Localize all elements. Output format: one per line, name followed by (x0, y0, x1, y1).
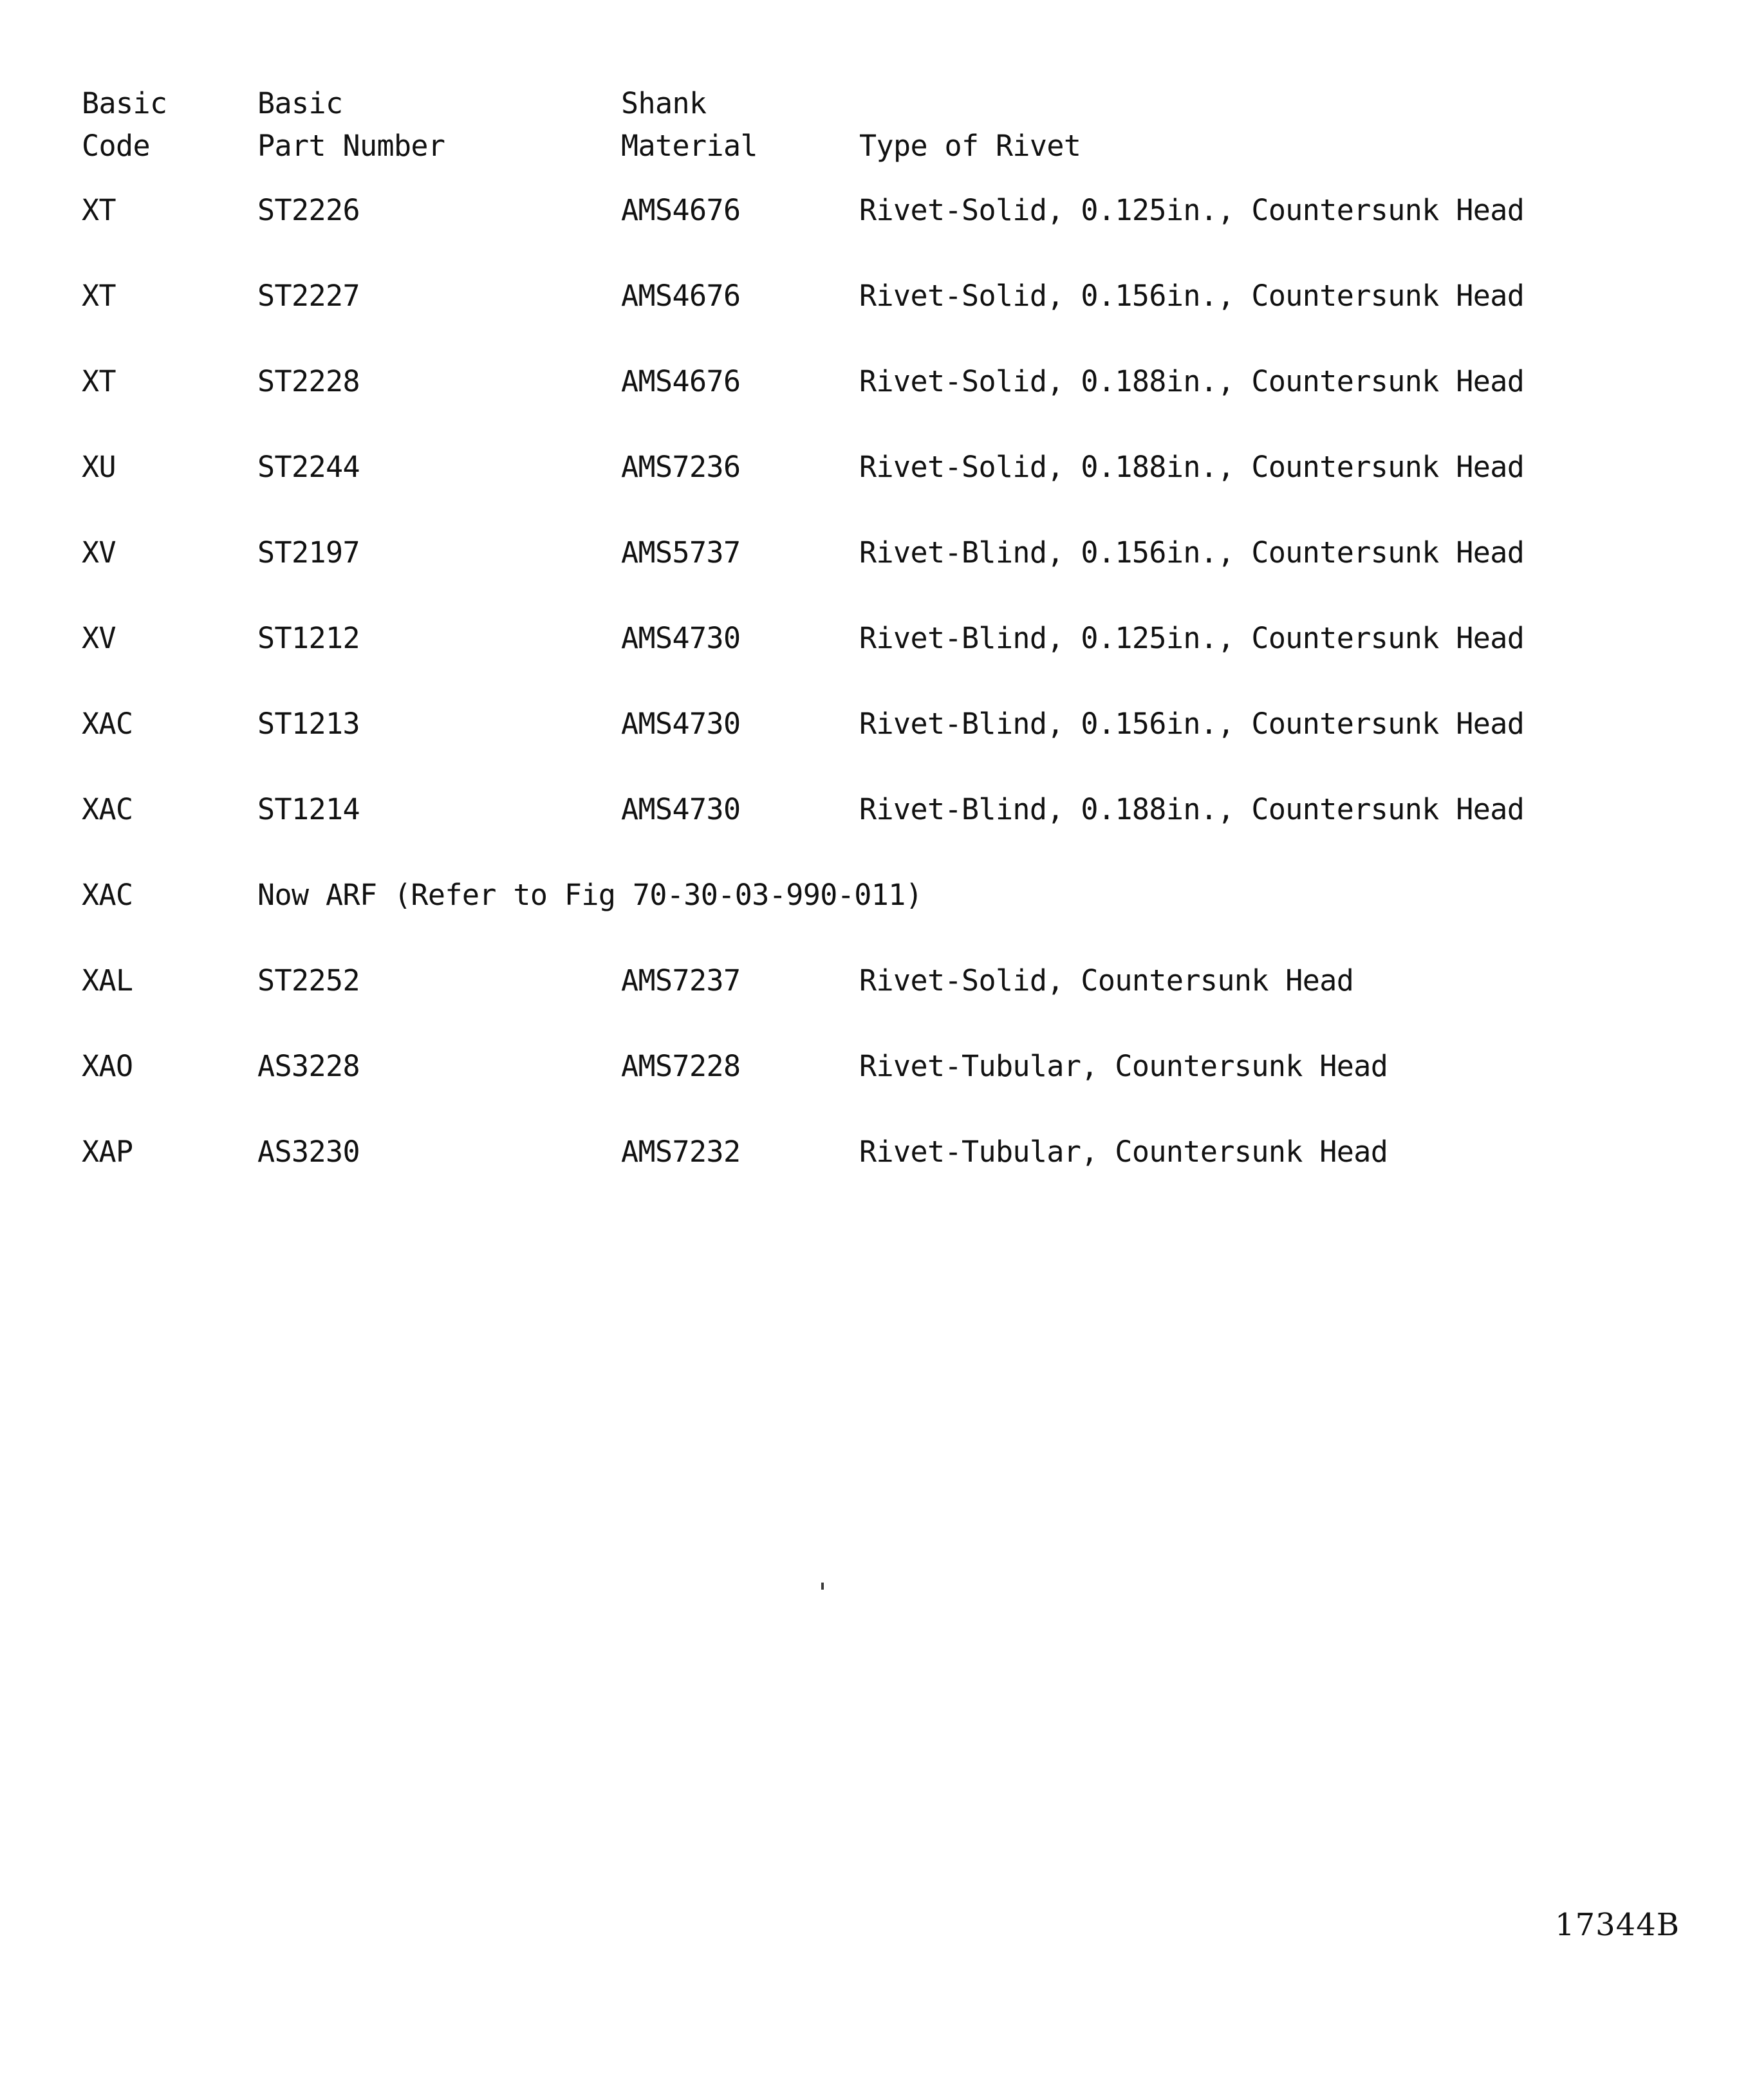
cell-basic-part-number: ST2227 (257, 279, 360, 313)
cell-basic-code: XV (82, 535, 116, 570)
cell-type-of-rivet: Rivet-Solid, 0.125in., Countersunk Head (859, 193, 1525, 227)
cell-shank-material: AMS4676 (621, 364, 741, 398)
cell-basic-code: XAC (82, 792, 133, 826)
column-header-type-of-rivet-line1 (859, 82, 1524, 125)
cell-basic-part-number: ST2244 (257, 450, 360, 484)
cell-type-of-rivet: Rivet-Solid, 0.156in., Countersunk Head (859, 279, 1525, 313)
table-row (82, 1131, 1524, 1216)
cell-shank-material: AMS4730 (621, 792, 741, 826)
cell-shank-material: AMS4730 (621, 707, 741, 741)
cell-basic-part-number: ST2226 (257, 193, 360, 227)
rivet-reference-table (82, 82, 1524, 1216)
column-header-shank-material-line2: Material (621, 129, 758, 163)
table-row (82, 360, 1524, 446)
table-row (82, 532, 1524, 617)
table-row (82, 189, 1524, 275)
table-header (82, 82, 1524, 189)
cell-type-of-rivet: Rivet-Blind, 0.125in., Countersunk Head (859, 621, 1525, 655)
table-row (82, 446, 1524, 532)
figure-number: 17344B (1555, 1907, 1680, 1943)
cell-shank-material: AMS4676 (621, 279, 741, 313)
cell-shank-material: AMS7232 (621, 1135, 741, 1169)
column-header-basic-code-line1: Basic (82, 86, 167, 120)
cell-shank-material: AMS4730 (621, 621, 741, 655)
cell-basic-code: XAO (82, 1049, 133, 1083)
table-header-row-line1 (82, 82, 1524, 125)
column-header-type-of-rivet-line2: Type of Rivet (859, 129, 1081, 163)
cell-shank-material: AMS5737 (621, 535, 741, 570)
cell-basic-part-number: ST1213 (257, 707, 360, 741)
table-row-note (82, 874, 1524, 960)
cell-shank-material: AMS4676 (621, 193, 741, 227)
cell-basic-code: XV (82, 621, 116, 655)
table-row (82, 1045, 1524, 1131)
cell-type-of-rivet: Rivet-Solid, 0.188in., Countersunk Head (859, 364, 1525, 398)
cell-type-of-rivet: Rivet-Blind, 0.188in., Countersunk Head (859, 792, 1525, 826)
cell-shank-material: AMS7237 (621, 963, 741, 998)
cell-basic-part-number: ST1214 (257, 792, 360, 826)
cell-basic-code: XAP (82, 1135, 133, 1169)
cell-shank-material: AMS7236 (621, 450, 741, 484)
cell-basic-code: XAC (82, 707, 133, 741)
cell-basic-part-number: ST2228 (257, 364, 360, 398)
table-body (82, 189, 1524, 1216)
cell-basic-part-number: AS3228 (257, 1049, 360, 1083)
scan-artifact-speck (821, 1583, 824, 1590)
column-header-shank-material-line1: Shank (621, 86, 707, 120)
table-row (82, 960, 1524, 1045)
table-header-row-line2 (82, 125, 1524, 189)
table-row (82, 703, 1524, 788)
cell-type-of-rivet: Rivet-Tubular, Countersunk Head (859, 1135, 1388, 1169)
cell-basic-code: XT (82, 364, 116, 398)
cell-basic-part-number: ST2252 (257, 963, 360, 998)
cell-cross-reference-note: Now ARF (Refer to Fig 70-30-03-990-011) (257, 878, 923, 912)
cell-type-of-rivet: Rivet-Blind, 0.156in., Countersunk Head (859, 707, 1525, 741)
cell-basic-part-number: ST1212 (257, 621, 360, 655)
table-row (82, 275, 1524, 360)
column-header-basic-part-number-line2: Part Number (257, 129, 445, 163)
column-header-basic-part-number-line1: Basic (257, 86, 343, 120)
cell-basic-code: XU (82, 450, 116, 484)
cell-type-of-rivet: Rivet-Solid, 0.188in., Countersunk Head (859, 450, 1525, 484)
cell-basic-code: XAC (82, 878, 133, 912)
cell-basic-code: XT (82, 279, 116, 313)
table-row (82, 788, 1524, 874)
cell-shank-material: AMS7228 (621, 1049, 741, 1083)
cell-basic-code: XAL (82, 963, 133, 998)
table-row (82, 617, 1524, 703)
cell-type-of-rivet: Rivet-Blind, 0.156in., Countersunk Head (859, 535, 1525, 570)
cell-basic-part-number: AS3230 (257, 1135, 360, 1169)
cell-type-of-rivet: Rivet-Tubular, Countersunk Head (859, 1049, 1388, 1083)
cell-basic-code: XT (82, 193, 116, 227)
cell-basic-part-number: ST2197 (257, 535, 360, 570)
column-header-basic-code-line2: Code (82, 129, 150, 163)
cell-type-of-rivet: Rivet-Solid, Countersunk Head (859, 963, 1354, 998)
